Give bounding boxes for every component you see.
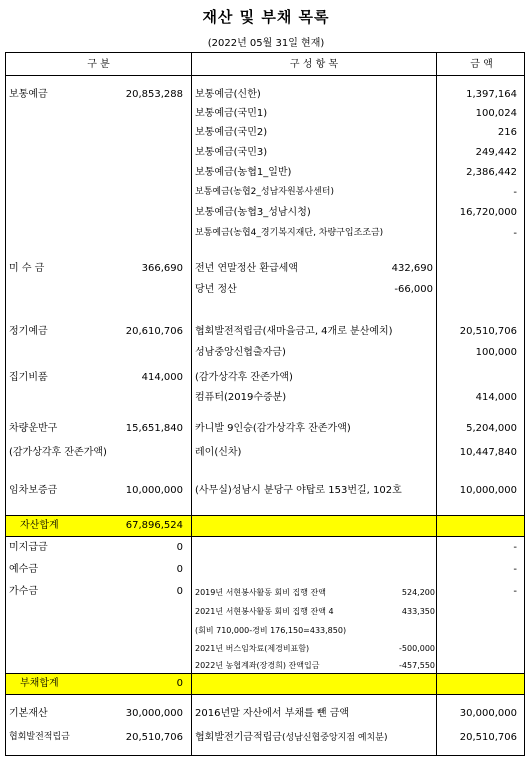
receivable-item-name: 당년 정산 bbox=[195, 284, 237, 295]
suspense-item-sub: 524,200 bbox=[401, 588, 435, 597]
time-deposit-item-amount: 20,510,706 bbox=[459, 326, 517, 337]
vehicles-label-note: (감가상각후 잔존가액) bbox=[9, 447, 107, 458]
lease-deposit-item: (사무실)성남시 분당구 야탑로 153번길, 102호 bbox=[195, 485, 402, 496]
row-border bbox=[6, 673, 524, 674]
net-assets-value: 30,000,000 bbox=[125, 708, 183, 719]
vehicles-total: 15,651,840 bbox=[125, 423, 183, 434]
lease-deposit-total: 10,000,000 bbox=[125, 485, 183, 496]
asset-total-label: 자산합계 bbox=[20, 520, 59, 531]
lease-deposit-amount: 10,000,000 bbox=[459, 485, 517, 496]
withholding-amount: - bbox=[513, 564, 517, 575]
dev-reserve-label: 협회발전적립금 bbox=[9, 732, 70, 742]
header-category: 구 분 bbox=[87, 59, 110, 70]
net-assets-label: 기본재산 bbox=[9, 708, 48, 719]
deposit-item-amount: - bbox=[513, 187, 517, 198]
deposit-item-name: 보통예금(농협3_성남시청) bbox=[195, 207, 311, 218]
unpaid-label: 미지급금 bbox=[9, 542, 48, 553]
deposit-item-amount: - bbox=[513, 228, 517, 239]
receivable-item-name: 전년 연말정산 환급세액 bbox=[195, 263, 298, 274]
fixtures-item-name: 컴퓨터(2019수증분) bbox=[195, 392, 287, 403]
deposit-item-amount: 1,397,164 bbox=[466, 89, 517, 100]
deposit-item-name: 보통예금(농협2_성남자원봉사센터) bbox=[195, 187, 334, 197]
asset-total-value: 67,896,524 bbox=[125, 520, 183, 531]
fixtures-total: 414,000 bbox=[141, 372, 183, 383]
deposit-item-amount: 216 bbox=[497, 127, 517, 138]
lease-deposit-label: 임차보증금 bbox=[9, 485, 58, 496]
header-border bbox=[6, 75, 524, 76]
unpaid-amount: - bbox=[513, 542, 517, 553]
row-border bbox=[6, 694, 524, 695]
asset-liability-table bbox=[5, 52, 525, 756]
deposit-item-name: 보통예금(농협4_경기복지재단, 차량구입조조금) bbox=[195, 228, 384, 238]
net-assets-amount: 30,000,000 bbox=[459, 708, 517, 719]
suspense-item-name: 2021년 서현봉사활동 회비 집행 잔액 4 bbox=[195, 607, 334, 616]
receivable-item-sub: 432,690 bbox=[391, 263, 433, 274]
withholding-label: 예수금 bbox=[9, 564, 38, 575]
suspense-item-name: 2019년 서현봉사활동 회비 집행 잔액 bbox=[195, 588, 326, 597]
receivables-total: 366,690 bbox=[141, 263, 183, 274]
column-divider bbox=[191, 53, 192, 755]
time-deposit-item-name: 성남중앙신협출자금) bbox=[195, 347, 286, 358]
dev-reserve-item bbox=[195, 731, 387, 745]
dev-reserve-value: 20,510,706 bbox=[125, 732, 183, 743]
time-deposit-total: 20,610,706 bbox=[125, 326, 183, 337]
document-date: (2022년 05월 31일 현재) bbox=[207, 38, 325, 49]
suspense-value: 0 bbox=[176, 586, 183, 597]
header-detail: 구 성 항 목 bbox=[289, 59, 339, 70]
vehicle-item-amount: 5,204,000 bbox=[466, 423, 517, 434]
dev-reserve-item-name: 협회발전기금적립금 bbox=[195, 732, 282, 743]
suspense-amount: - bbox=[513, 586, 517, 597]
vehicle-item-name: 레이(신차) bbox=[195, 447, 242, 458]
deposits-label: 보통예금 bbox=[9, 89, 48, 100]
time-deposit-label: 정기예금 bbox=[9, 326, 48, 337]
dev-reserve-amount: 20,510,706 bbox=[459, 732, 517, 743]
vehicles-label: 차량운반구 bbox=[9, 423, 58, 434]
liability-total-highlight bbox=[6, 673, 524, 694]
fixtures-item-name: (감가상각후 잔존가액) bbox=[195, 372, 293, 383]
suspense-item-name: 2022년 농협계좌(장경희) 잔액입금 bbox=[195, 661, 320, 670]
row-border bbox=[6, 515, 524, 516]
deposit-item-amount: 100,024 bbox=[475, 108, 517, 119]
dev-reserve-item-note: (성남신협중앙지점 예치분) bbox=[281, 733, 388, 743]
fixtures-item-amount: 414,000 bbox=[475, 392, 517, 403]
deposit-item-name: 보통예금(국민1) bbox=[195, 108, 268, 119]
deposit-item-amount: 16,720,000 bbox=[459, 207, 517, 218]
vehicle-item-name: 카니발 9인승(감가상각후 잔존가액) bbox=[195, 423, 351, 434]
suspense-item-sub: -457,550 bbox=[399, 661, 435, 670]
deposit-item-name: 보통예금(국민2) bbox=[195, 127, 268, 138]
time-deposit-item-amount: 100,000 bbox=[475, 347, 517, 358]
net-assets-item: 2016년말 자산에서 부채를 뺀 금액 bbox=[195, 708, 350, 719]
time-deposit-item-name: 협회발전적립금(새마을금고, 4개로 분산예치) bbox=[195, 326, 393, 337]
deposit-item-amount: 249,442 bbox=[475, 147, 517, 158]
row-border bbox=[6, 536, 524, 537]
suspense-item-name: (회비 710,000-경비 176,150=433,850) bbox=[195, 626, 347, 635]
liability-total-label: 부채합계 bbox=[20, 678, 59, 689]
deposit-item-name: 보통예금(농협1_일반) bbox=[195, 167, 292, 178]
receivable-item-sub: -66,000 bbox=[394, 284, 433, 295]
deposit-item-amount: 2,386,442 bbox=[466, 167, 517, 178]
suspense-label: 가수금 bbox=[9, 586, 38, 597]
suspense-item-name: 2021년 버스임차료(제경비표함) bbox=[195, 644, 310, 653]
asset-total-highlight bbox=[6, 515, 524, 536]
unpaid-value: 0 bbox=[176, 542, 183, 553]
column-divider bbox=[436, 53, 437, 755]
deposit-item-name: 보통예금(신한) bbox=[195, 89, 261, 100]
withholding-value: 0 bbox=[176, 564, 183, 575]
vehicle-item-amount: 10,447,840 bbox=[459, 447, 517, 458]
receivables-label: 미 수 금 bbox=[9, 263, 45, 274]
liability-total-value: 0 bbox=[176, 678, 183, 689]
header-amount: 금 액 bbox=[470, 59, 493, 70]
deposit-item-name: 보통예금(국민3) bbox=[195, 147, 268, 158]
suspense-item-sub: -500,000 bbox=[399, 644, 435, 653]
deposits-total: 20,853,288 bbox=[125, 89, 183, 100]
fixtures-label: 집기비품 bbox=[9, 372, 48, 383]
suspense-item-sub: 433,350 bbox=[401, 607, 435, 616]
document-title: 재산 및 부채 목록 bbox=[202, 8, 330, 26]
